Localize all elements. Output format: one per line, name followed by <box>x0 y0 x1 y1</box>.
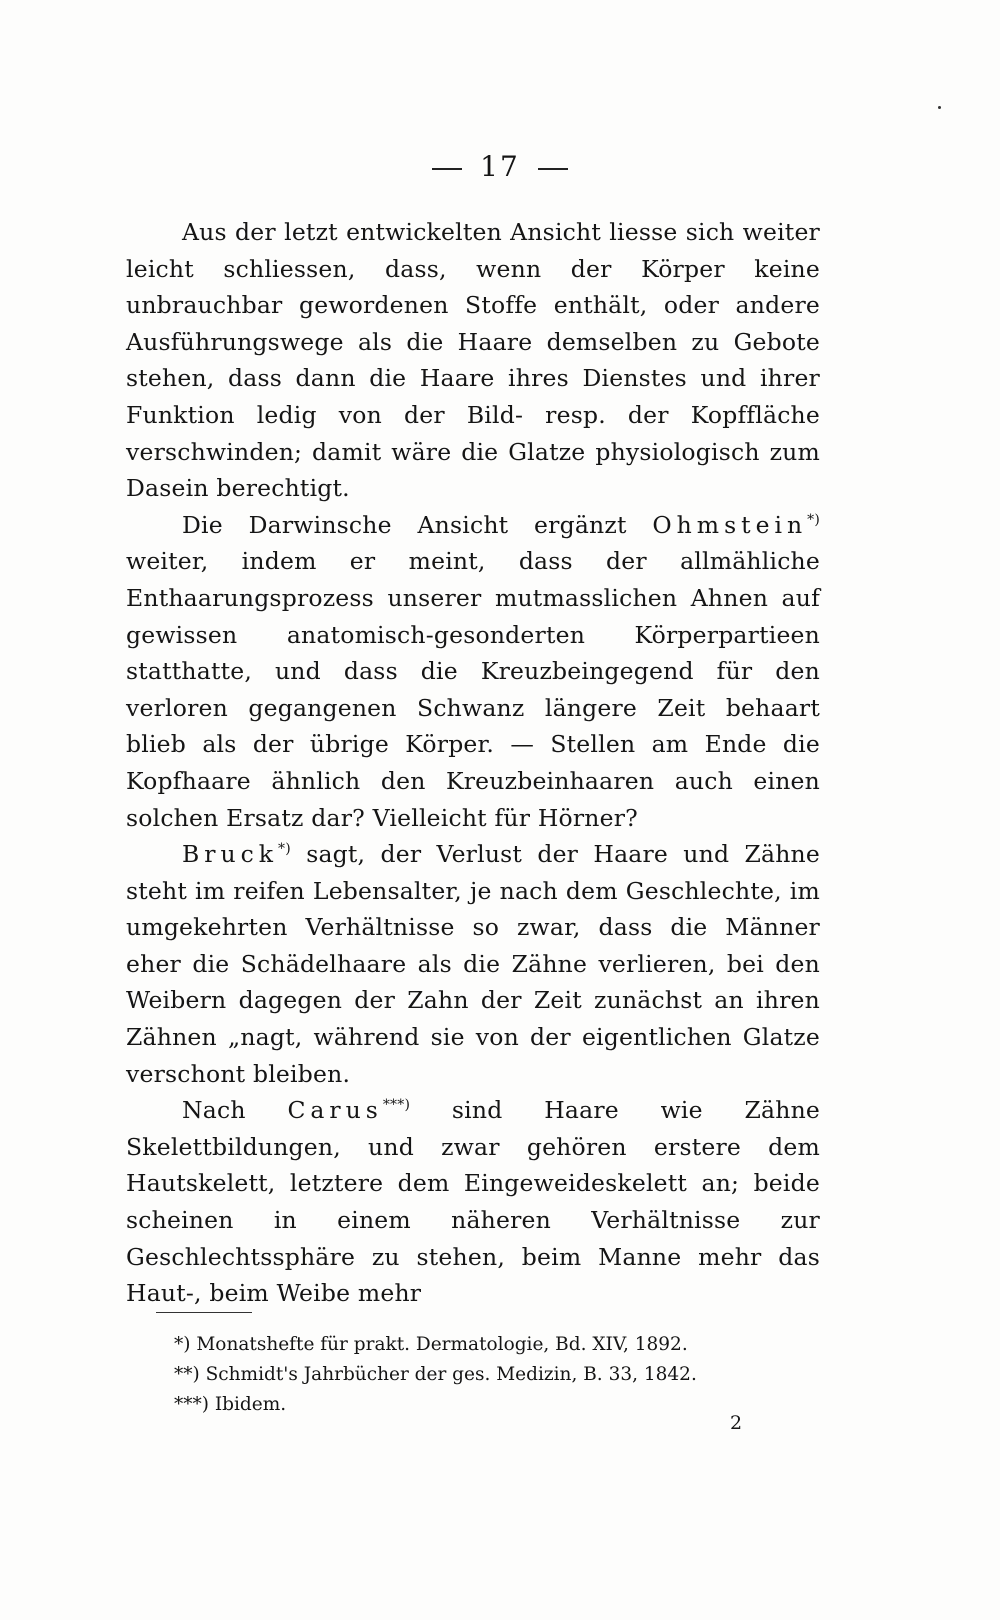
paragraph-1: Aus der letzt entwickelten Ansicht liesse sich weiter leicht schliessen, dass, wenn der Körper keine unbrauchbar gewordenen Stoffe enthält, oder andere Ausführungswege als die Haare demselben zu Gebote stehen, dass dann die Haare ihres Dienstes und ihrer Funktion ledig von der Bild- resp. der Kopffläche verschwinden; damit wäre die Glatze physiologisch zum Dasein berechtigt. <box>126 218 820 503</box>
paragraph-2-body: weiter, indem er meint, dass der allmähliche Enthaarungsprozess unserer mutmasslichen Ahnen auf gewissen anatomisch-gesonderten Körperpartieen statthatte, und dass die Kreuzbeingegend für den verloren gegangenen Schwanz längere Zeit behaart blieb als der übrige Körper. — Stellen am Ende die Kopfhaare ähnlich den Kreuzbeinhaaren auch einen solchen Ersatz dar? Vielleicht für Hörner? <box>126 547 820 832</box>
footnote-mark: *) <box>174 1334 191 1355</box>
footnote-text: Schmidt's Jahrbücher der ges. Medizin, B. 33, 1842. <box>205 1364 697 1385</box>
footnote-2 <box>174 1360 834 1390</box>
scan-speck <box>938 106 941 109</box>
paragraph-4-lead: Nach <box>182 1096 246 1125</box>
author-bruck: Bruck <box>182 840 279 869</box>
footnote-mark: **) <box>174 1364 200 1385</box>
footnote-ref-3: ***) <box>382 1097 411 1114</box>
footnote-mark: ***) <box>174 1394 209 1415</box>
paragraph-3 <box>126 836 820 1092</box>
header-dash-right <box>538 168 568 170</box>
author-carus: Carus <box>287 1096 383 1125</box>
paragraph-3-body: sagt, der Verlust der Haare und Zähne steht im reifen Lebensalter, je nach dem Geschlechte, im umgekehrten Verhältnisse so zwar, dass die Männer eher die Schädelhaare als die Zähne verlieren, bei den Weibern dagegen der Zahn der Zeit zunächst an ihren Zähnen „nagt, während sie von der eigentlichen Glatze verschont bleiben. <box>126 840 821 1088</box>
signature-mark: 2 <box>730 1412 743 1434</box>
author-ohmstein: Ohmstein <box>652 510 808 539</box>
footnote-text: Ibidem. <box>214 1394 287 1415</box>
footnote-text: Monatshefte für prakt. Dermatologie, Bd. XIV, 1892. <box>196 1334 688 1355</box>
header-dash-left <box>432 168 462 170</box>
paragraph-4-body: sind Haare wie Zähne Skelettbildungen, und zwar gehören erstere dem Hautskelett, letztere dem Eingeweideskelett an; beide scheinen in einem näheren Verhältnisse zur Geschlechtssphäre zu stehen, beim Manne mehr das Haut-, beim Weibe mehr <box>126 1096 821 1308</box>
body-text <box>126 214 820 1312</box>
page-header <box>0 150 1000 183</box>
footnote-ref-1: *) <box>807 511 821 528</box>
paragraph-2 <box>126 507 820 836</box>
paragraph-4 <box>126 1092 820 1312</box>
page-number: 17 <box>480 150 520 183</box>
footnote-ref-2: *) <box>278 841 291 858</box>
footnote-1 <box>174 1330 834 1360</box>
footnotes <box>174 1330 834 1420</box>
footnote-rule <box>156 1312 252 1313</box>
paragraph-2-lead: Die Darwinsche Ansicht ergänzt <box>182 510 627 539</box>
